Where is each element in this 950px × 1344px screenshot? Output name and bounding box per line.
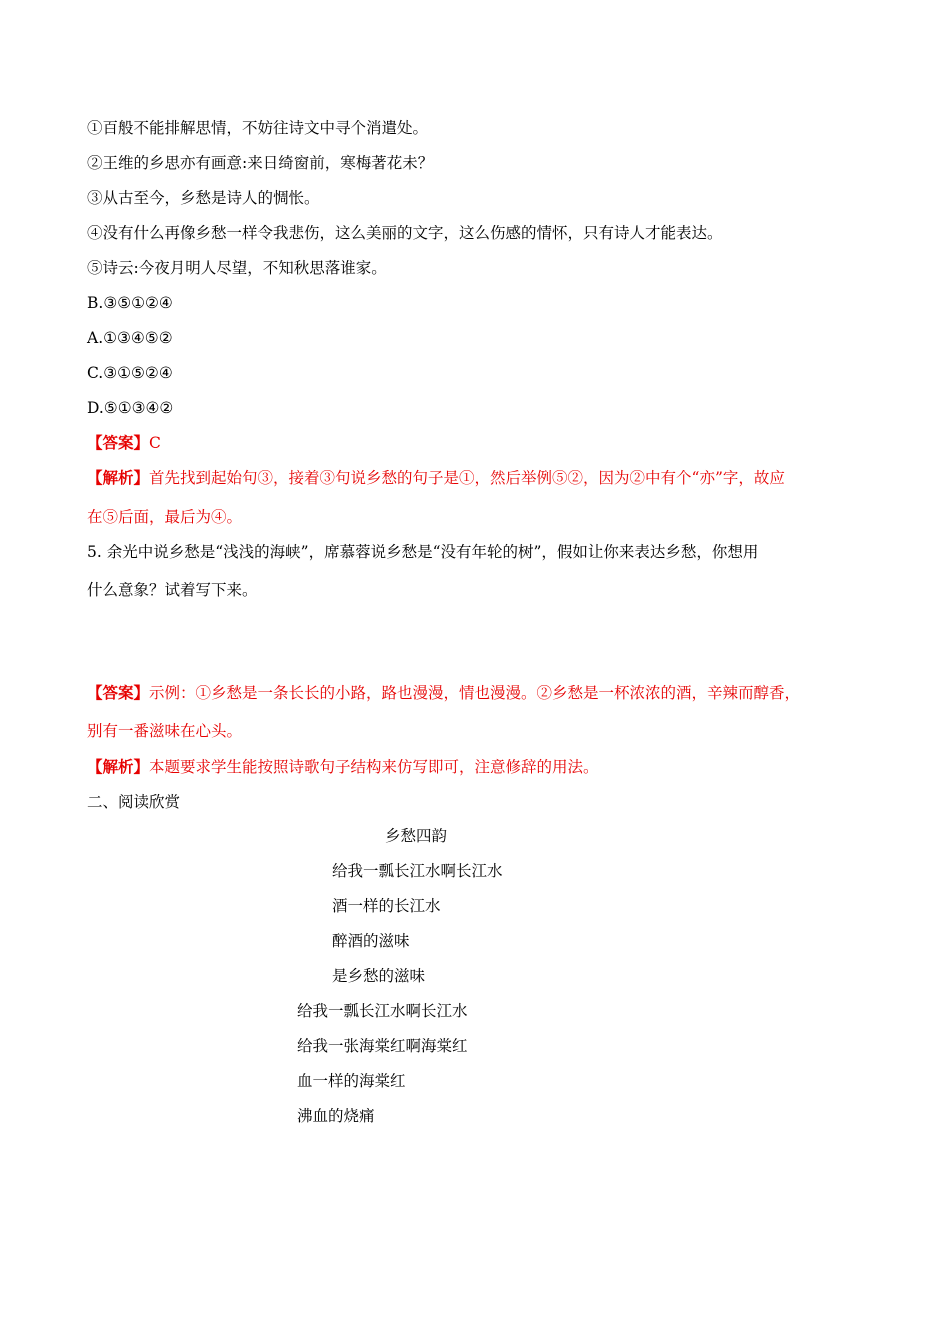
q5-answer-line-2: 别有一番滋味在心头。 bbox=[87, 722, 243, 740]
sentence-5: ⑤诗云:今夜月明人尽望，不知秋思落谁家。 bbox=[87, 259, 387, 277]
analysis-text: 首先找到起始句③，接着③句说乡愁的句子是①，然后举例⑤②，因为②中有个“亦”字，故应 bbox=[149, 469, 785, 487]
analysis-text: 本题要求学生能按照诗歌句子结构来仿写即可，注意修辞的用法。 bbox=[149, 758, 599, 776]
poem-title: 乡愁四韵 bbox=[385, 827, 448, 845]
analysis-label: 【解析】 bbox=[87, 757, 150, 776]
answer-value: C bbox=[149, 434, 161, 452]
sentence-3: ③从古至今，乡愁是诗人的惆怅。 bbox=[87, 189, 320, 207]
poem-line: 酒一样的长江水 bbox=[332, 897, 441, 915]
option-c: C.③①⑤②④ bbox=[87, 364, 173, 382]
poem-line: 醉酒的滋味 bbox=[332, 932, 410, 950]
poem-line: 给我一张海棠红啊海棠红 bbox=[297, 1037, 468, 1055]
answer-label: 【答案】 bbox=[87, 433, 150, 452]
answer-text: 示例：①乡愁是一条长长的小路，路也漫漫，情也漫漫。②乡愁是一杯浓浓的酒，辛辣而醇香， bbox=[149, 684, 801, 702]
poem-line: 给我一瓢长江水啊长江水 bbox=[297, 1002, 468, 1020]
q5-question-line-1: 5. 余光中说乡愁是“浅浅的海峡”，席慕蓉说乡愁是“没有年轮的树”，假如让你来表达乡愁，你想用 bbox=[87, 543, 759, 561]
analysis-label: 【解析】 bbox=[87, 468, 150, 487]
option-a: A.①③④⑤② bbox=[87, 329, 173, 347]
poem-line: 沸血的烧痛 bbox=[297, 1107, 375, 1125]
option-d: D.⑤①③④② bbox=[87, 399, 174, 417]
q4-analysis-line-2: 在⑤后面，最后为④。 bbox=[87, 508, 243, 526]
answer-label: 【答案】 bbox=[87, 683, 150, 702]
section-heading: 二、阅读欣赏 bbox=[87, 793, 181, 811]
q5-analysis bbox=[87, 757, 599, 777]
q5-answer-line-1 bbox=[87, 683, 800, 703]
poem-line: 给我一瓢长江水啊长江水 bbox=[332, 862, 503, 880]
poem-line: 血一样的海棠红 bbox=[297, 1072, 406, 1090]
sentence-2: ②王维的乡思亦有画意:来日绮窗前，寒梅著花未？ bbox=[87, 154, 434, 172]
sentence-4: ④没有什么再像乡愁一样令我悲伤，这么美丽的文字，这么伤感的情怀，只有诗人才能表达。 bbox=[87, 224, 723, 242]
sentence-1: ①百般不能排解思情，不妨往诗文中寻个消遣处。 bbox=[87, 119, 429, 137]
q4-analysis-line-1 bbox=[87, 468, 785, 488]
poem-line: 是乡愁的滋味 bbox=[332, 967, 426, 985]
option-b: B.③⑤①②④ bbox=[87, 294, 173, 312]
q4-answer bbox=[87, 433, 161, 453]
q5-question-line-2: 什么意象？试着写下来。 bbox=[87, 581, 258, 599]
